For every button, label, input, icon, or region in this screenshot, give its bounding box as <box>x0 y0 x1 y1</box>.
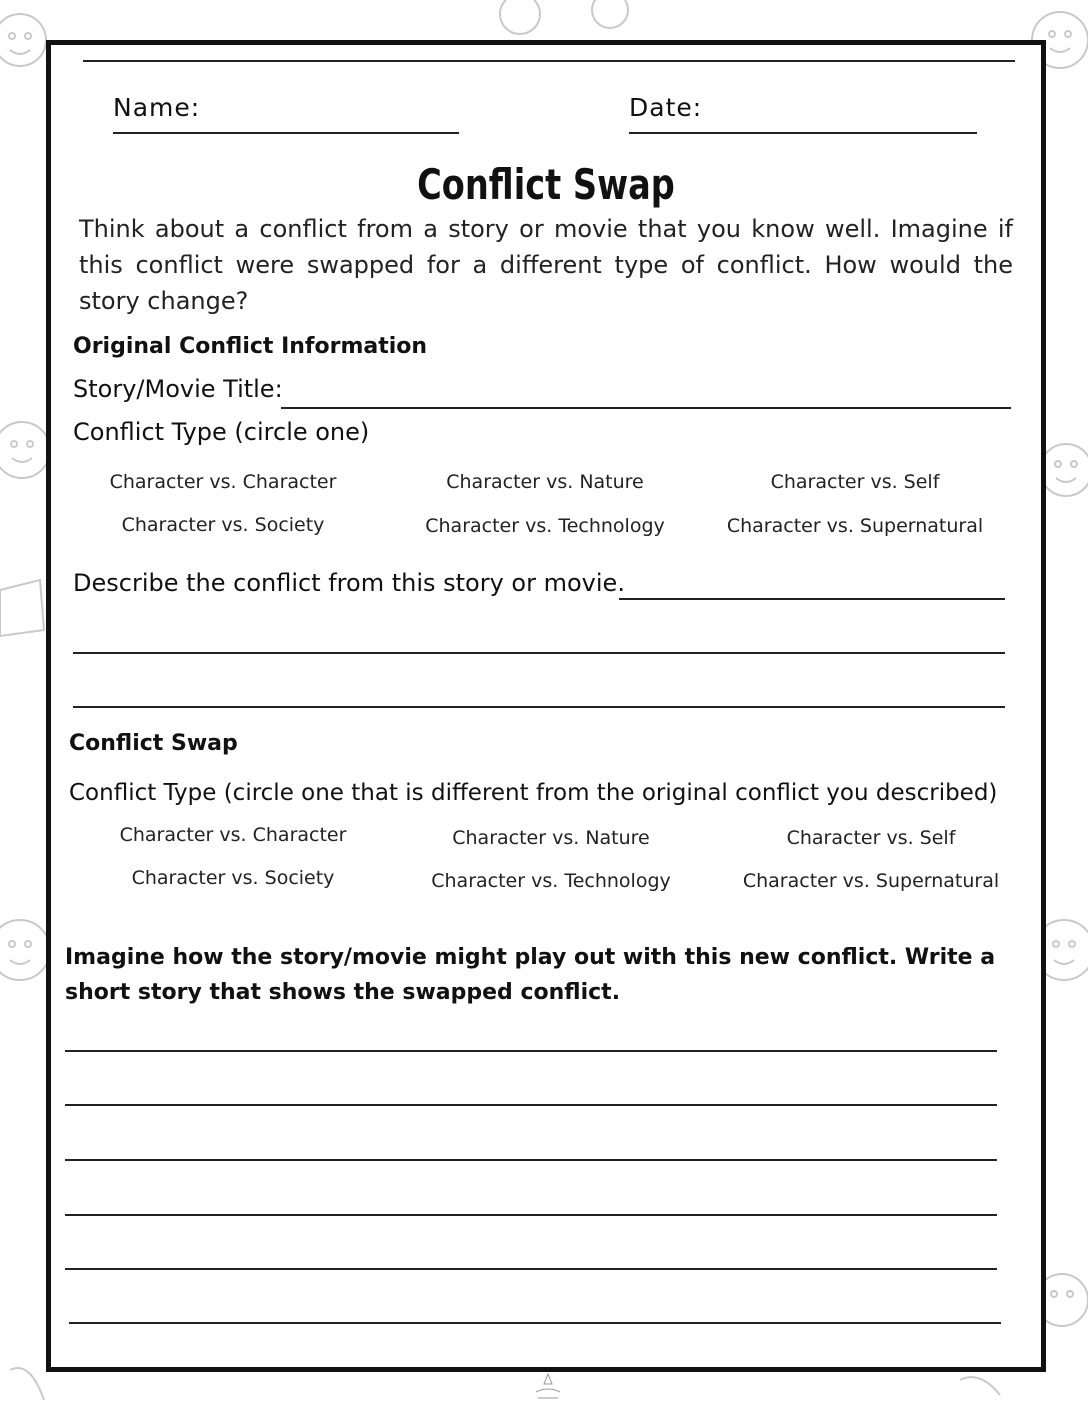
original-type-label: Conflict Type (circle one) <box>73 418 370 446</box>
original-option-supernatural[interactable]: Character vs. Supernatural <box>726 515 984 537</box>
story-title-label: Story/Movie Title: <box>73 375 283 403</box>
swap-option-self[interactable]: Character vs. Self <box>786 827 956 849</box>
describe-line-3[interactable] <box>73 706 1005 708</box>
original-heading: Original Conflict Information <box>73 334 428 359</box>
swap-heading: Conflict Swap <box>69 731 238 756</box>
swap-option-supernatural[interactable]: Character vs. Supernatural <box>742 870 1000 892</box>
date-label: Date: <box>629 93 703 122</box>
story-line-1[interactable] <box>65 1050 997 1052</box>
original-option-society[interactable]: Character vs. Society <box>121 514 325 536</box>
story-prompt: Imagine how the story/movie might play out with this new conflict. Write a short story that shows the swapped conflict. <box>65 945 996 1005</box>
story-line-4[interactable] <box>65 1214 997 1216</box>
date-field[interactable] <box>629 132 977 134</box>
swap-option-nature[interactable]: Character vs. Nature <box>452 827 650 849</box>
describe-line-2[interactable] <box>73 652 1005 654</box>
name-field[interactable] <box>113 132 459 134</box>
swap-option-technology[interactable]: Character vs. Technology <box>431 870 671 892</box>
swap-type-label: Conflict Type (circle one that is different from the original conflict you described) <box>69 780 998 806</box>
story-title-field[interactable] <box>281 407 1011 409</box>
publisher-logo <box>528 1372 568 1402</box>
original-option-self[interactable]: Character vs. Self <box>770 471 940 493</box>
original-option-technology[interactable]: Character vs. Technology <box>425 515 665 537</box>
story-line-5[interactable] <box>65 1268 997 1270</box>
story-line-3[interactable] <box>65 1159 997 1161</box>
page-title: Conflict Swap <box>417 160 675 209</box>
swap-option-society[interactable]: Character vs. Society <box>131 867 335 889</box>
intro-text: Think about a conflict from a story or movie that you know well. Imagine if this conflict were swapped for a different type of conflict. How would the story change? <box>79 215 1013 315</box>
worksheet-frame <box>46 40 1046 1372</box>
story-line-2[interactable] <box>65 1104 997 1106</box>
original-option-character[interactable]: Character vs. Character <box>109 471 337 493</box>
story-line-6[interactable] <box>69 1322 1001 1324</box>
describe-line-1[interactable] <box>619 598 1005 600</box>
describe-label: Describe the conflict from this story or movie. <box>73 569 625 597</box>
name-label: Name: <box>113 93 201 122</box>
swap-option-character[interactable]: Character vs. Character <box>119 824 347 846</box>
top-rule <box>83 60 1015 62</box>
original-option-nature[interactable]: Character vs. Nature <box>446 471 644 493</box>
